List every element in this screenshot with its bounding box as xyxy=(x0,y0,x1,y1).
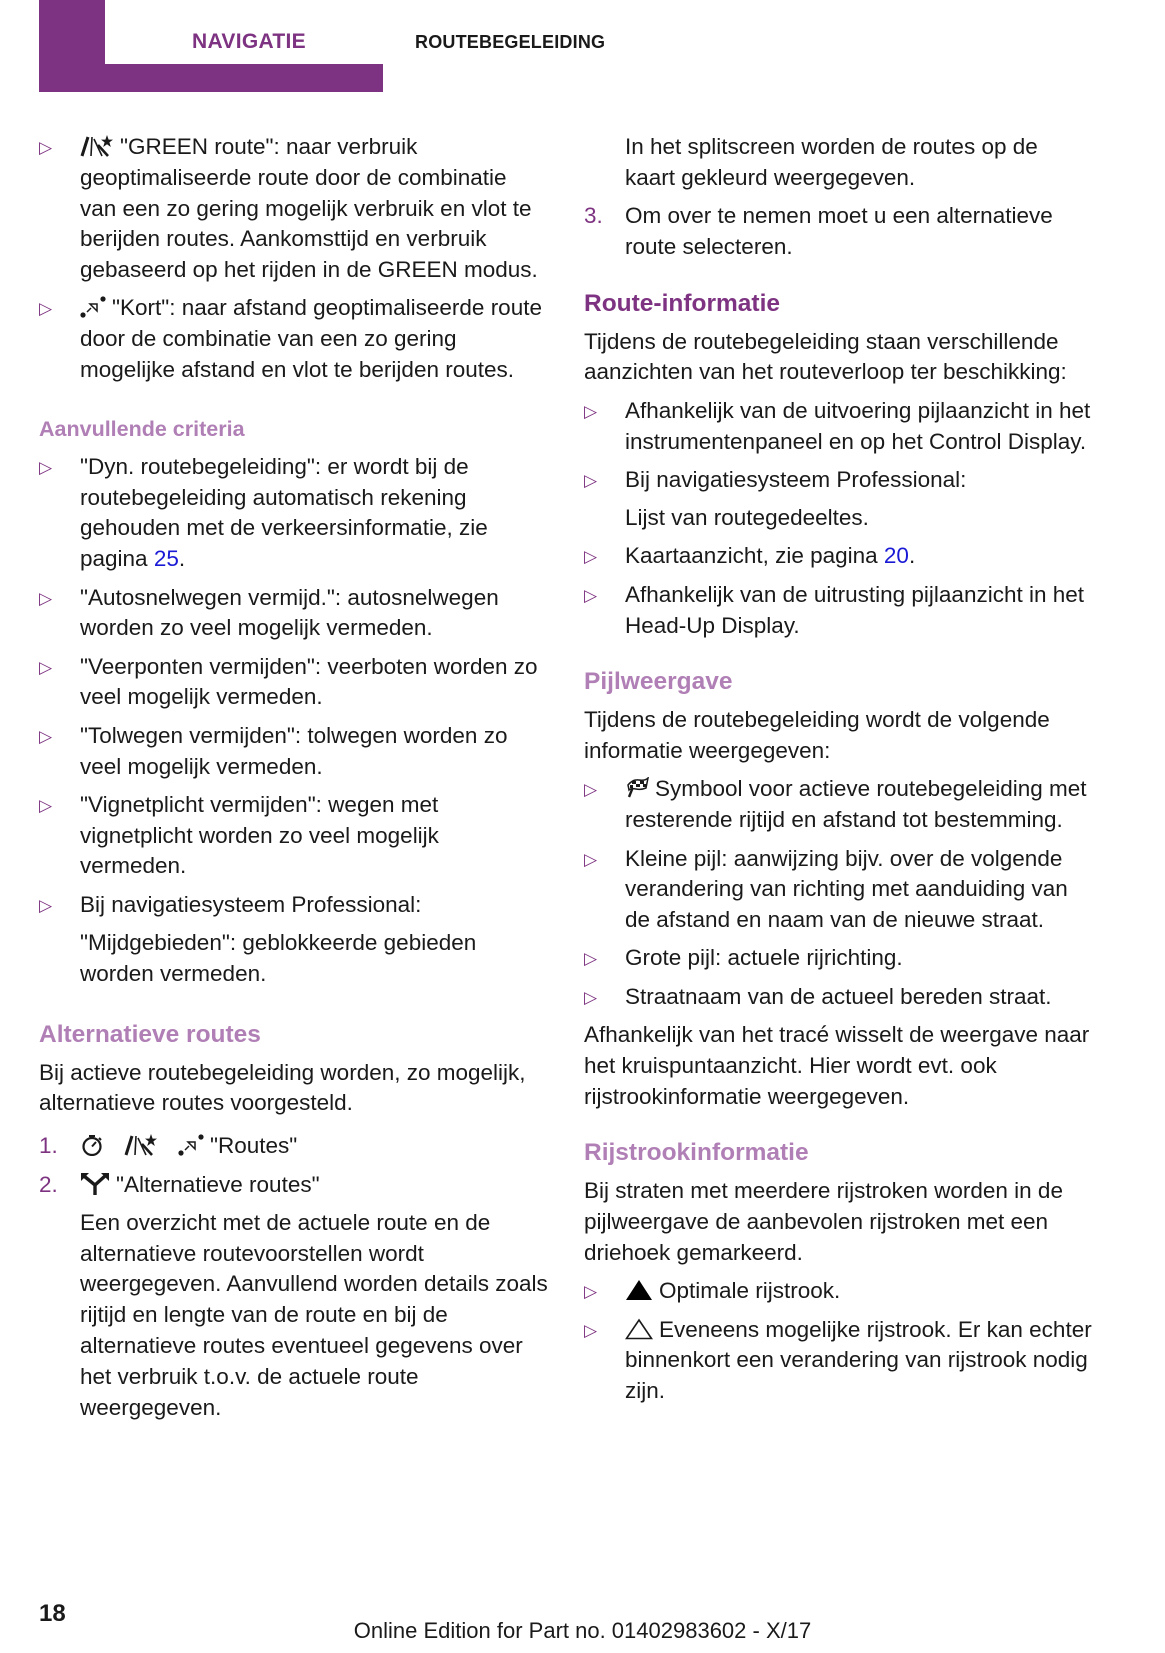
bullet-triangle-icon: ▷ xyxy=(39,299,53,319)
bullet-triangle-icon: ▷ xyxy=(584,1282,598,1302)
edition-footer: Online Edition for Part no. 01402983602 - X/17 xyxy=(353,1618,812,1643)
lane-information-intro: Bij straten met meerdere rijstroken worden in de pijlweergave de aanbevolen rijstroken met een driehoek gemarkeerd. xyxy=(584,1178,1063,1266)
alternative-routes-intro: Bij actieve routebegeleiding worden, zo mogelijk, alternatieve routes voorgesteld. xyxy=(39,1059,526,1116)
heading-arrow-display: Pijlweergave xyxy=(584,668,733,696)
bullet-triangle-icon: ▷ xyxy=(39,588,53,608)
list-item-large-arrow: ▷ Grote pijl: actuele rijrichting. xyxy=(584,943,1094,974)
chapter-title: NAVIGATIE xyxy=(192,30,306,53)
bullet-triangle-icon: ▷ xyxy=(39,726,53,746)
stopwatch-icon[interactable] xyxy=(80,1134,104,1156)
heading-route-information: Route-informatie xyxy=(584,289,780,317)
list-item-small-arrow: ▷ Kleine pijl: aanwijzing bijv. over de volgende verandering van richting met aanduiding van de afstand en naam van de nieuwe straat. xyxy=(584,845,1068,933)
step-2 xyxy=(39,1170,549,1201)
step-1 xyxy=(39,1131,549,1162)
bullet-triangle-icon: ▷ xyxy=(584,987,598,1007)
right-column xyxy=(584,132,1094,1415)
route-segments-text: Lijst van routegedeeltes. xyxy=(625,505,869,531)
list-item-avoid-highways: ▷ "Autosnelwegen vermijd.": autosnelwegen worden zo veel mogelijk vermeden. xyxy=(39,584,499,641)
bullet-triangle-icon: ▷ xyxy=(39,795,53,815)
step-number: 1. xyxy=(39,1133,58,1159)
heading-additional-criteria: Aanvullende criteria xyxy=(39,416,245,441)
bullet-triangle-icon: ▷ xyxy=(39,138,53,157)
list-item-dynamic-guidance: ▷ "Dyn. routebegeleiding": er wordt bij de routebegeleiding automatisch rekening gehouden met de verkeersinformatie, zie pagina 25. xyxy=(39,453,488,572)
alternative-routes-menu-label[interactable]: "Alternatieve routes" xyxy=(116,1171,320,1197)
list-item-avoid-tolls: ▷ "Tolwegen vermijden": tolwegen worden zo veel mogelijk vermeden. xyxy=(39,722,508,779)
routes-menu-label[interactable]: "Routes" xyxy=(210,1133,298,1159)
page-link-20[interactable]: 20 xyxy=(883,543,909,569)
bullet-triangle-icon: ▷ xyxy=(39,895,53,915)
step-number: 2. xyxy=(39,1171,58,1197)
avoid-areas-text: "Mijdgebieden": geblokkeerde gebieden worden vermeden. xyxy=(80,930,477,986)
short-route-icon xyxy=(80,296,106,318)
outline-triangle-icon xyxy=(625,1318,653,1340)
arrow-display-outro: Afhankelijk van het tracé wisselt de weergave naar het kruispuntaanzicht. Hier wordt evt. ook rijstrookinformatie weergegeven. xyxy=(584,1022,1090,1109)
list-item-avoid-ferries: ▷ "Veerponten vermijden": veerboten worden zo veel mogelijk vermeden. xyxy=(39,653,538,710)
checkered-flag-icon xyxy=(625,777,649,799)
alternative-routes-icon[interactable] xyxy=(80,1173,110,1195)
bullet-triangle-icon: ▷ xyxy=(584,547,598,567)
list-item-short-route: ▷ "Kort": naar afstand geoptimaliseerde route door de combinatie van een zo gering mogelijke afstand en vlot te berijden routes. xyxy=(39,295,542,383)
bullet-triangle-icon: ▷ xyxy=(584,1320,598,1340)
list-item-professional: ▷ Bij navigatiesysteem Professional: xyxy=(584,465,1094,496)
step-number: 3. xyxy=(584,203,603,229)
bullet-triangle-icon: ▷ xyxy=(39,457,53,477)
filled-triangle-icon xyxy=(625,1279,653,1301)
page-number: 18 xyxy=(39,1600,66,1627)
list-item-active-guidance-symbol: ▷ Symbool voor actieve routebegeleiding met resterende rijtijd en afstand tot bestemming. xyxy=(584,776,1087,833)
bullet-triangle-icon: ▷ xyxy=(584,780,598,800)
bullet-triangle-icon: ▷ xyxy=(584,470,598,490)
list-item-head-up-display: ▷ Afhankelijk van de uitrusting pijlaanzicht in het Head-Up Display. xyxy=(584,581,1085,638)
list-item-street-name: ▷ Straatnaam van de actueel bereden straat. xyxy=(584,982,1094,1013)
page-link-25[interactable]: 25 xyxy=(153,546,179,572)
list-item-arrow-view: ▷ Afhankelijk van de uitvoering pijlaanzicht in het instrumentenpaneel en op het Control Display. xyxy=(584,397,1091,454)
route-information-intro: Tijdens de routebegeleiding staan verschillende aanzichten van het routeverloop ter beschikking: xyxy=(584,328,1067,385)
short-route-icon[interactable] xyxy=(178,1134,204,1156)
alternative-routes-details: Een overzicht met de actuele route en de alternatieve routevoorstellen wordt weergegeven. Aanvullend worden details zoals rijtijd en lengte van de route en bij de alternatieve routes eventueel gegevens over het verbruik t.o.v. de actuele route weergegeven. xyxy=(80,1209,548,1420)
green-route-icon[interactable] xyxy=(124,1134,158,1156)
section-title: ROUTEBEGELEIDING xyxy=(415,32,606,52)
bullet-triangle-icon: ▷ xyxy=(584,849,598,869)
bullet-triangle-icon: ▷ xyxy=(584,585,598,605)
step-3: 3. Om over te nemen moet u een alternatieve route selecteren. xyxy=(584,203,1053,259)
list-item-possible-lane: ▷ Eveneens mogelijke rijstrook. Er kan echter binnenkort een verandering van rijstrook nodig zijn. xyxy=(584,1316,1092,1404)
green-route-icon xyxy=(80,135,114,157)
splitscreen-text: In het splitscreen worden de routes op de kaart gekleurd weergegeven. xyxy=(625,134,1038,190)
list-item-optimal-lane: ▷ Optimale rijstrook. xyxy=(584,1276,1094,1307)
bullet-triangle-icon: ▷ xyxy=(584,401,598,421)
list-item-avoid-vignette: ▷ "Vignetplicht vermijden": wegen met vignetplicht worden zo veel mogelijk vermeden. xyxy=(39,791,439,879)
chapter-tab xyxy=(39,0,383,92)
heading-alternative-routes: Alternatieve routes xyxy=(39,1020,261,1048)
bullet-triangle-icon: ▷ xyxy=(584,949,598,969)
bullet-triangle-icon: ▷ xyxy=(39,657,53,677)
heading-lane-information: Rijstrookinformatie xyxy=(584,1139,809,1167)
arrow-display-intro: Tijdens de routebegeleiding wordt de volgende informatie weergegeven: xyxy=(584,707,1050,764)
list-item-map-view: ▷ Kaartaanzicht, zie pagina 20. xyxy=(584,541,1094,572)
list-item-green-route: ▷ "GREEN route": naar verbruik geoptimaliseerde route door de combinatie van een zo gering mogelijk verbruik en vlot te berijden routes. Aankomsttijd en verbruik gebaseerd op het rijden in de GREEN modus. xyxy=(39,134,538,283)
left-column xyxy=(39,132,549,1431)
list-item-professional: ▷ Bij navigatiesysteem Professional: xyxy=(39,890,549,921)
